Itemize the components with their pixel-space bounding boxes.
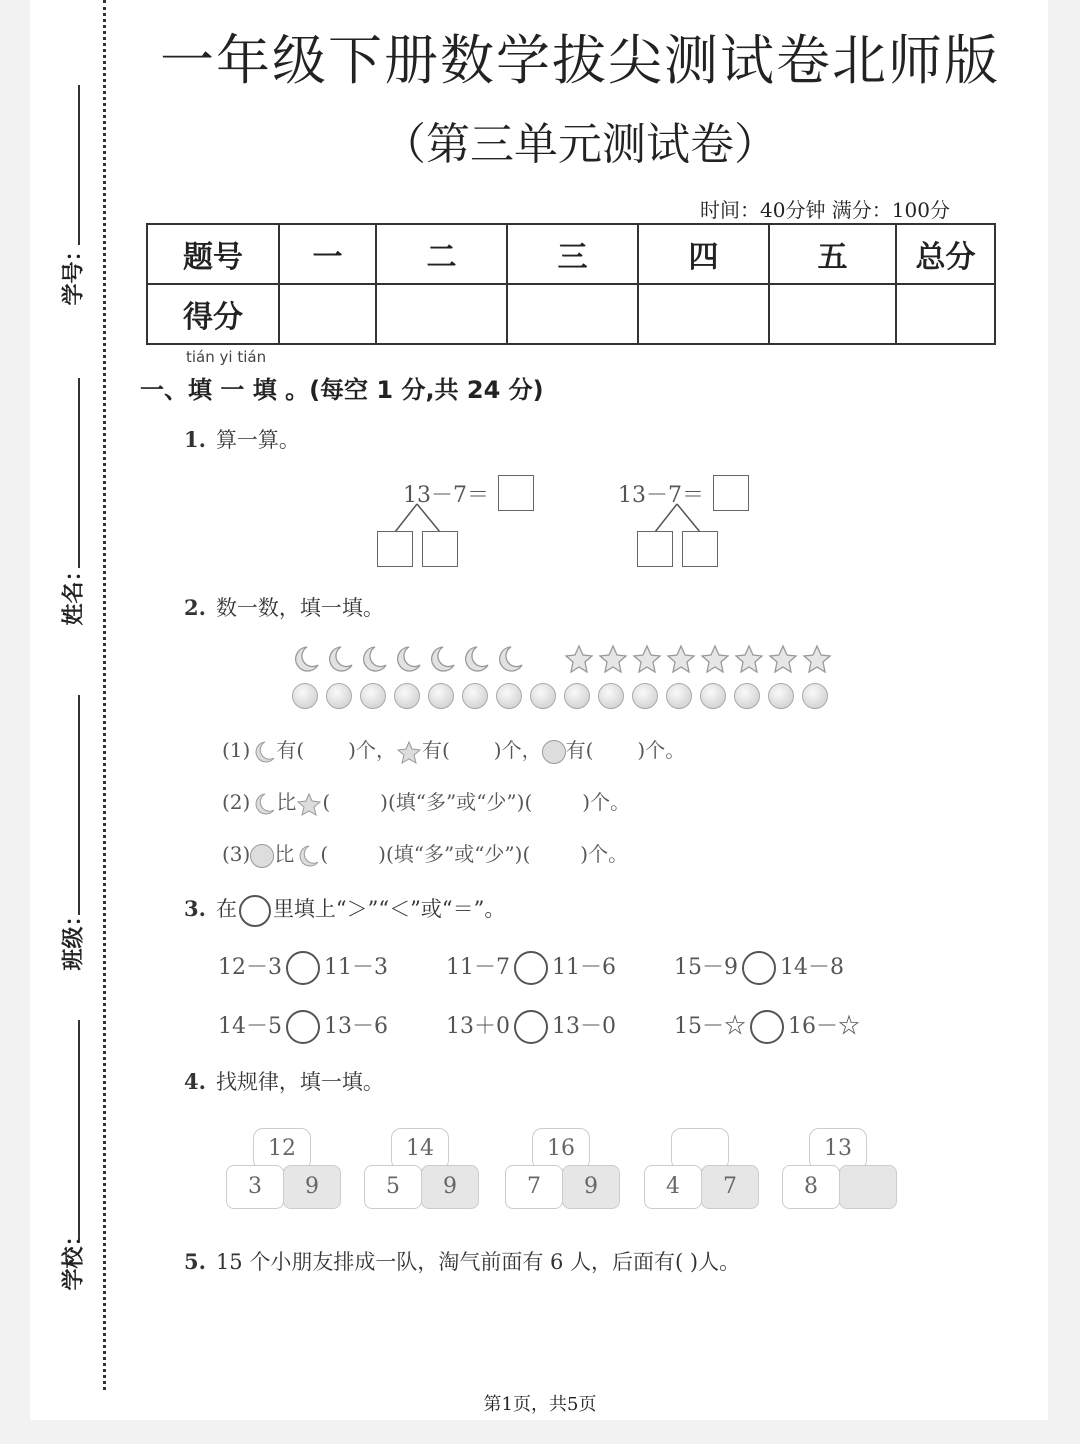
puzzle-right: 9	[421, 1165, 479, 1209]
expr-left: 15－☆	[674, 1014, 746, 1039]
compare-item	[218, 950, 388, 985]
compare-item	[218, 1009, 388, 1044]
star-icon	[564, 644, 594, 674]
school-line	[78, 1020, 80, 1240]
puzzle-top-blank[interactable]	[671, 1128, 729, 1170]
star-row	[564, 642, 844, 676]
equation-left: 13－7＝	[403, 483, 489, 508]
star-icon	[632, 644, 662, 674]
ball-icon	[462, 683, 488, 709]
ball-icon	[802, 683, 828, 709]
sub-text: )个。	[582, 790, 631, 814]
moon-icon	[460, 644, 490, 674]
sub-text: 比	[276, 790, 297, 814]
ball-icon	[394, 683, 420, 709]
sub-text: (	[320, 842, 329, 866]
sub-text: )(填“多”或“少”)(	[380, 790, 533, 814]
question-text: 里填上“＞”“＜”或“＝”。	[272, 897, 506, 921]
question-text: 算一算。	[215, 428, 300, 452]
compare-item	[674, 1009, 860, 1044]
moon-row	[290, 642, 540, 676]
puzzle-right: 9	[562, 1165, 620, 1209]
puzzle-right-blank[interactable]	[839, 1165, 897, 1209]
section-title: 一、填 一 填 。(每空 1 分,共 24 分)	[140, 376, 544, 404]
answer-box[interactable]	[422, 531, 458, 567]
sub-text: )个。	[580, 842, 629, 866]
expr-left: 11－7	[446, 955, 510, 980]
answer-box[interactable]	[377, 531, 413, 567]
puzzle-top: 16	[532, 1128, 590, 1170]
question-2	[184, 592, 384, 622]
star-icon	[666, 644, 696, 674]
answer-box[interactable]	[637, 531, 673, 567]
question-text: 15 个小朋友排成一队，淘气前面有 6 人，后面有( )人。	[215, 1250, 741, 1274]
sub-number: (3)	[222, 842, 251, 866]
page-footer: 第1页，共5页	[483, 1394, 597, 1415]
score-header-cell: 二	[376, 224, 507, 284]
sub-text: )个，	[493, 738, 542, 762]
compare-item	[674, 950, 844, 985]
compare-circle[interactable]	[750, 1010, 784, 1044]
score-header-cell: 一	[279, 224, 376, 284]
score-input-cell[interactable]	[279, 284, 376, 344]
ball-icon	[250, 844, 274, 868]
ball-icon	[542, 740, 566, 764]
circle-icon	[239, 895, 271, 927]
student-no-label: 学号：	[60, 239, 87, 306]
compare-circle[interactable]	[742, 951, 776, 985]
question-text: 数一数，填一填。	[215, 596, 384, 620]
question-number: 4.	[184, 1069, 206, 1094]
puzzle-left: 7	[505, 1165, 563, 1209]
q2-sub2	[222, 786, 630, 816]
answer-box[interactable]	[498, 475, 534, 511]
sub-text: )(填“多”或“少”)(	[378, 842, 531, 866]
score-input-cell[interactable]	[769, 284, 896, 344]
q2-sub1	[222, 734, 685, 764]
sub-text: 有(	[421, 738, 450, 762]
puzzle-left: 4	[644, 1165, 702, 1209]
moon-icon	[250, 792, 276, 816]
question-4	[184, 1066, 384, 1096]
star-icon	[768, 644, 798, 674]
moon-icon	[426, 644, 456, 674]
sub-text: )个。	[637, 738, 686, 762]
sub-text: 有(	[276, 738, 305, 762]
moon-icon	[290, 644, 320, 674]
expr-right: 13－0	[552, 1014, 616, 1039]
sub-number: (2)	[222, 790, 251, 814]
answer-box[interactable]	[682, 531, 718, 567]
compare-item	[446, 1009, 616, 1044]
moon-icon	[250, 740, 276, 764]
ball-icon	[360, 683, 386, 709]
score-table	[146, 223, 996, 345]
compare-circle[interactable]	[514, 1010, 548, 1044]
page-title: 一年级下册数学拔尖测试卷北师版	[160, 29, 1000, 92]
expr-left: 13＋0	[446, 1014, 510, 1039]
ball-icon	[700, 683, 726, 709]
star-icon	[802, 644, 832, 674]
expr-right: 13－6	[324, 1014, 388, 1039]
class-label: 班级：	[60, 904, 87, 971]
name-label: 姓名：	[60, 559, 87, 626]
question-number: 5.	[184, 1249, 206, 1274]
expr-right: 14－8	[780, 955, 844, 980]
question-number: 1.	[184, 427, 206, 452]
expr-right: 16－☆	[788, 1014, 860, 1039]
ball-icon	[598, 683, 624, 709]
score-header-cell: 总分	[896, 224, 995, 284]
sub-text: )个，	[348, 738, 396, 762]
class-line	[78, 695, 80, 915]
ball-icon	[734, 683, 760, 709]
star-icon	[700, 644, 730, 674]
expr-left: 15－9	[674, 955, 738, 980]
section-pinyin: tián yi tián	[186, 348, 267, 366]
sub-text: (	[322, 790, 331, 814]
moon-icon	[392, 644, 422, 674]
puzzle-left: 8	[782, 1165, 840, 1209]
puzzle-top: 13	[809, 1128, 867, 1170]
puzzle-right: 7	[701, 1165, 759, 1209]
sub-text: 比	[274, 842, 295, 866]
ball-icon	[632, 683, 658, 709]
puzzle-top: 12	[253, 1128, 311, 1170]
question-5	[184, 1246, 740, 1276]
star-icon	[396, 740, 422, 764]
sub-text: 有(	[565, 738, 594, 762]
expr-right: 11－6	[552, 955, 616, 980]
ball-icon	[326, 683, 352, 709]
ball-icon	[428, 683, 454, 709]
exam-meta: 时间：40分钟 满分：100分	[700, 198, 950, 222]
score-input-cell[interactable]	[896, 284, 995, 344]
question-number: 2.	[184, 595, 206, 620]
name-line	[78, 378, 80, 568]
score-table-score-row	[147, 284, 995, 344]
score-row-label: 得分	[147, 284, 279, 344]
moon-icon	[494, 644, 524, 674]
expr-right: 11－3	[324, 955, 388, 980]
school-label: 学校：	[60, 1224, 87, 1291]
ball-icon	[496, 683, 522, 709]
puzzle-left: 3	[226, 1165, 284, 1209]
expr-left: 12－3	[218, 955, 282, 980]
compare-circle[interactable]	[286, 951, 320, 985]
question-1	[184, 424, 300, 454]
student-no-line	[78, 85, 80, 245]
question-text: 找规律，填一填。	[215, 1070, 384, 1094]
moon-icon	[358, 644, 388, 674]
question-number: 3.	[184, 896, 206, 921]
moon-icon	[294, 844, 320, 868]
ball-icon	[564, 683, 590, 709]
star-icon	[296, 792, 322, 816]
equation-right: 13－7＝	[618, 483, 704, 508]
puzzle-left: 5	[364, 1165, 422, 1209]
question-text: 在	[215, 897, 237, 921]
score-header-cell: 五	[769, 224, 896, 284]
sub-number: (1)	[222, 738, 251, 762]
puzzle-top: 14	[391, 1128, 449, 1170]
compare-circle[interactable]	[514, 951, 548, 985]
ball-icon	[292, 683, 318, 709]
compare-circle[interactable]	[286, 1010, 320, 1044]
star-icon	[598, 644, 628, 674]
ball-icon	[666, 683, 692, 709]
ball-row	[292, 683, 852, 713]
score-header-cell: 题号	[147, 224, 279, 284]
expr-left: 14－5	[218, 1014, 282, 1039]
score-input-cell[interactable]	[507, 284, 638, 344]
question-3	[184, 893, 505, 927]
compare-item	[446, 950, 616, 985]
page-subtitle: （第三单元测试卷）	[382, 119, 778, 170]
q2-sub3	[222, 838, 628, 868]
ball-icon	[768, 683, 794, 709]
binding-dotted-line	[103, 0, 106, 1390]
score-input-cell[interactable]	[376, 284, 507, 344]
score-header-cell: 四	[638, 224, 769, 284]
ball-icon	[530, 683, 556, 709]
moon-icon	[324, 644, 354, 674]
star-icon	[734, 644, 764, 674]
score-input-cell[interactable]	[638, 284, 769, 344]
score-table-header-row	[147, 224, 995, 284]
puzzle-right: 9	[283, 1165, 341, 1209]
score-header-cell: 三	[507, 224, 638, 284]
